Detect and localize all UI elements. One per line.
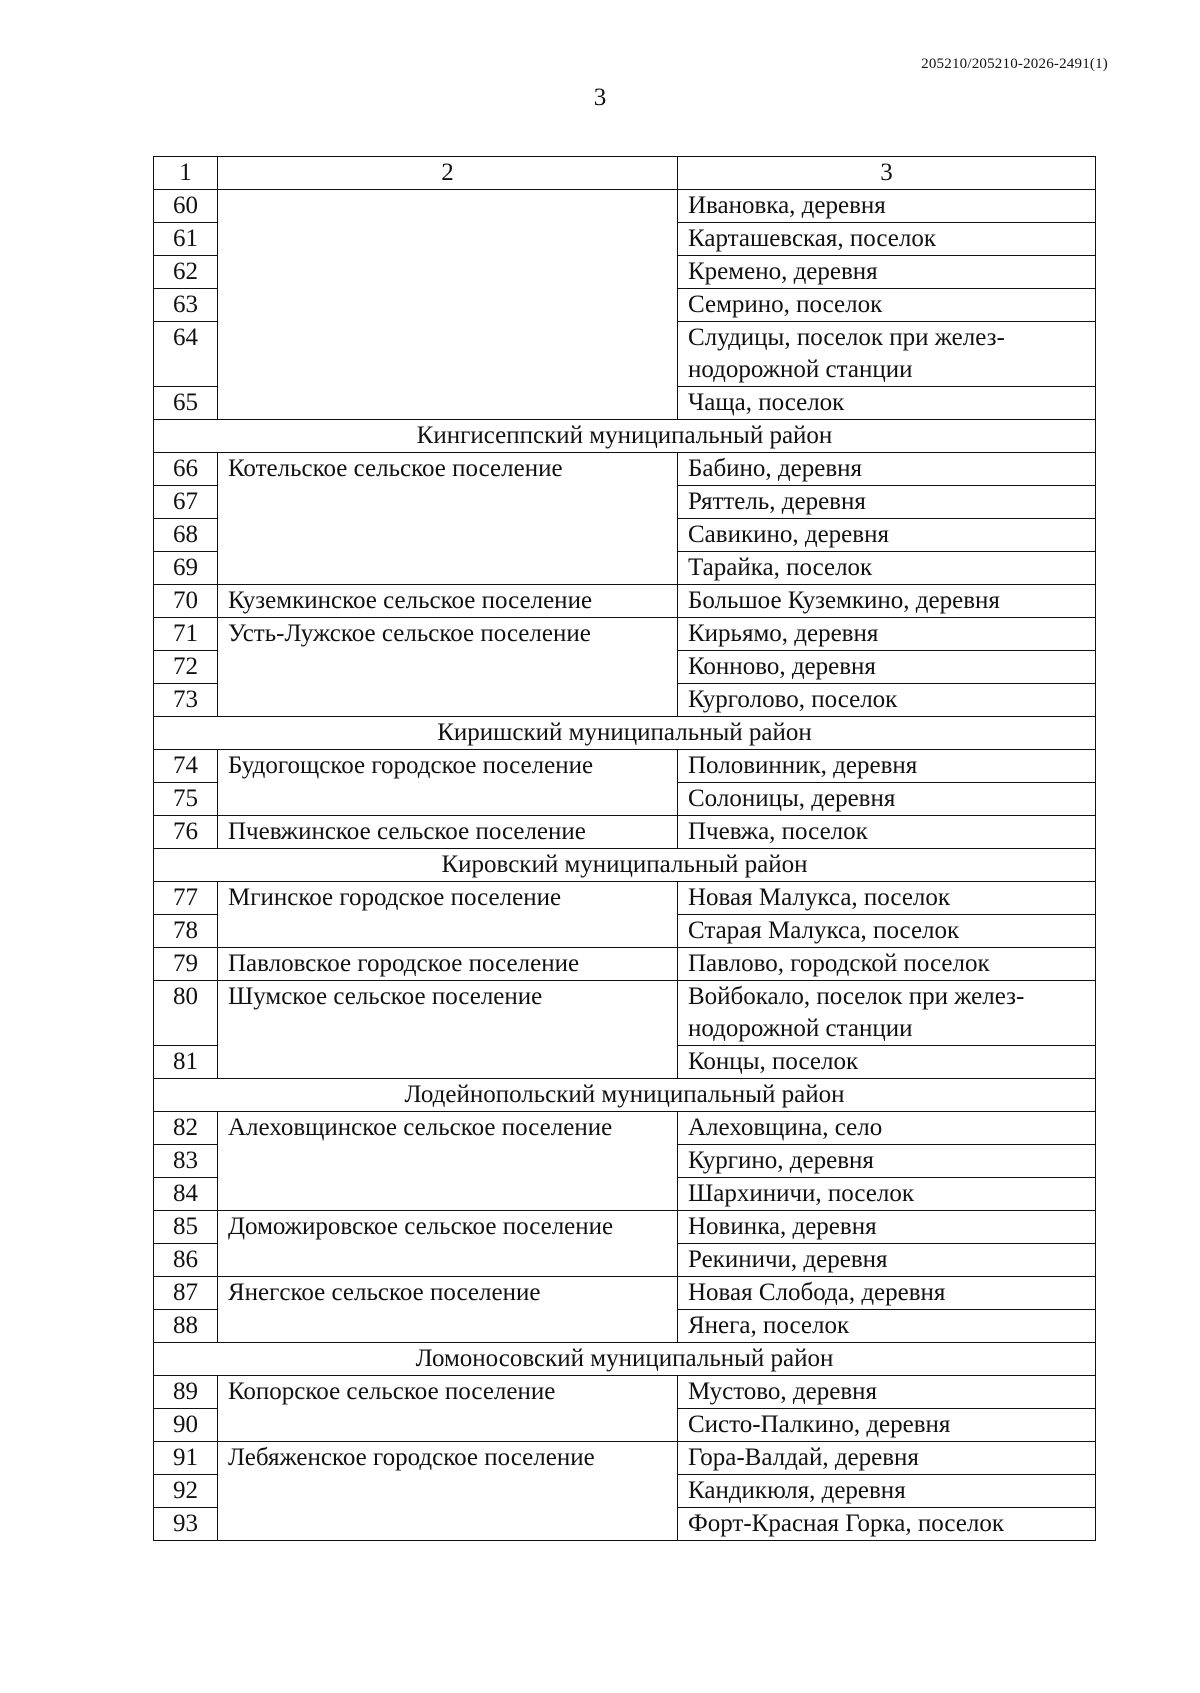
row-number: 66 (154, 453, 218, 486)
locality-name: Конново, деревня (678, 651, 1096, 684)
district-name: Ломоносовский муниципальный район (154, 1343, 1096, 1376)
row-number: 71 (154, 618, 218, 651)
district-row (154, 1343, 1096, 1376)
row-number: 91 (154, 1442, 218, 1475)
locality-name: Чаща, поселок (678, 387, 1096, 420)
district-name: Киришский муниципальный район (154, 717, 1096, 750)
settlement-name: Янегское сельское поселение (218, 1277, 678, 1343)
district-name: Лодейнопольский муниципальный район (154, 1079, 1096, 1112)
row-number: 60 (154, 190, 218, 223)
table-row (154, 1211, 1096, 1244)
locality-name: Карташевская, поселок (678, 223, 1096, 256)
locality-name: Новая Слобода, деревня (678, 1277, 1096, 1310)
row-number: 87 (154, 1277, 218, 1310)
row-number: 84 (154, 1178, 218, 1211)
document-code: 205210/205210-2026-2491(1) (921, 56, 1108, 72)
locality-name: Семрино, поселок (678, 289, 1096, 322)
table-row (154, 453, 1096, 486)
locality-name: Новая Малукса, поселок (678, 882, 1096, 915)
district-row (154, 849, 1096, 882)
locality-name: Рекиничи, деревня (678, 1244, 1096, 1277)
locality-name: Пчевжа, поселок (678, 816, 1096, 849)
locality-name: Кандикюля, деревня (678, 1475, 1096, 1508)
table-row (154, 882, 1096, 915)
table-row (154, 816, 1096, 849)
row-number: 78 (154, 915, 218, 948)
settlements-table (153, 156, 1096, 1541)
table-row (154, 1112, 1096, 1145)
locality-name: Алеховщина, село (678, 1112, 1096, 1145)
locality-name: Большое Куземкино, деревня (678, 585, 1096, 618)
row-number: 61 (154, 223, 218, 256)
table-header-row (154, 157, 1096, 190)
column-header-3: 3 (678, 157, 1096, 190)
settlement-name: Будогощское городское поселение (218, 750, 678, 816)
locality-name: Систо-Палкино, деревня (678, 1409, 1096, 1442)
locality-name: Концы, поселок (678, 1046, 1096, 1079)
locality-name: Тарайка, поселок (678, 552, 1096, 585)
row-number: 73 (154, 684, 218, 717)
locality-name: Половинник, деревня (678, 750, 1096, 783)
locality-name: Ряттель, деревня (678, 486, 1096, 519)
row-number: 86 (154, 1244, 218, 1277)
row-number: 82 (154, 1112, 218, 1145)
locality-name: Гора-Валдай, деревня (678, 1442, 1096, 1475)
row-number: 65 (154, 387, 218, 420)
district-name: Кировский муниципальный район (154, 849, 1096, 882)
row-number: 75 (154, 783, 218, 816)
district-row (154, 1079, 1096, 1112)
table-row (154, 585, 1096, 618)
table-row (154, 1277, 1096, 1310)
settlement-name: Алеховщинское сельское поселение (218, 1112, 678, 1211)
locality-name: Янега, поселок (678, 1310, 1096, 1343)
table-row (154, 190, 1096, 223)
column-header-1: 1 (154, 157, 218, 190)
settlement-name: Доможировское сельское поселение (218, 1211, 678, 1277)
locality-name: Кирьямо, деревня (678, 618, 1096, 651)
row-number: 77 (154, 882, 218, 915)
locality-name: Павлово, городской поселок (678, 948, 1096, 981)
district-name: Кингисеппский муниципальный район (154, 420, 1096, 453)
table-row (154, 981, 1096, 1046)
settlement-name: Усть-Лужское сельское поселение (218, 618, 678, 717)
district-row (154, 420, 1096, 453)
column-header-2: 2 (218, 157, 678, 190)
locality-name: Курголово, поселок (678, 684, 1096, 717)
settlement-name: Куземкинское сельское поселение (218, 585, 678, 618)
row-number: 64 (154, 322, 218, 387)
settlement-name: Пчевжинское сельское поселение (218, 816, 678, 849)
page-number: 3 (593, 84, 607, 111)
row-number: 80 (154, 981, 218, 1046)
row-number: 76 (154, 816, 218, 849)
settlement-name: Павловское городское поселение (218, 948, 678, 981)
locality-name: Новинка, деревня (678, 1211, 1096, 1244)
row-number: 67 (154, 486, 218, 519)
row-number: 85 (154, 1211, 218, 1244)
locality-name: Савикино, деревня (678, 519, 1096, 552)
locality-name: Мустово, деревня (678, 1376, 1096, 1409)
row-number: 68 (154, 519, 218, 552)
table-row (154, 618, 1096, 651)
table-row (154, 1442, 1096, 1475)
table-row (154, 948, 1096, 981)
locality-name: Кургино, деревня (678, 1145, 1096, 1178)
row-number: 81 (154, 1046, 218, 1079)
settlement-name: Шумское сельское поселение (218, 981, 678, 1079)
row-number: 72 (154, 651, 218, 684)
locality-name: Шархиничи, поселок (678, 1178, 1096, 1211)
locality-name: Солоницы, деревня (678, 783, 1096, 816)
settlement-name (218, 190, 678, 420)
row-number: 74 (154, 750, 218, 783)
row-number: 90 (154, 1409, 218, 1442)
row-number: 83 (154, 1145, 218, 1178)
row-number: 69 (154, 552, 218, 585)
row-number: 70 (154, 585, 218, 618)
locality-name: Бабино, деревня (678, 453, 1096, 486)
locality-name: Слудицы, поселок при желез-нодорожной станции (678, 322, 1096, 387)
row-number: 88 (154, 1310, 218, 1343)
row-number: 63 (154, 289, 218, 322)
row-number: 89 (154, 1376, 218, 1409)
row-number: 62 (154, 256, 218, 289)
locality-name: Войбокало, поселок при желез-нодорожной станции (678, 981, 1096, 1046)
table-row (154, 750, 1096, 783)
settlement-name: Копорское сельское поселение (218, 1376, 678, 1442)
settlement-name: Котельское сельское поселение (218, 453, 678, 585)
locality-name: Ивановка, деревня (678, 190, 1096, 223)
locality-name: Кремено, деревня (678, 256, 1096, 289)
table-row (154, 1376, 1096, 1409)
row-number: 92 (154, 1475, 218, 1508)
row-number: 93 (154, 1508, 218, 1541)
settlement-name: Лебяженское городское поселение (218, 1442, 678, 1541)
row-number: 79 (154, 948, 218, 981)
settlement-name: Мгинское городское поселение (218, 882, 678, 948)
locality-name: Старая Малукса, поселок (678, 915, 1096, 948)
locality-name: Форт-Красная Горка, поселок (678, 1508, 1096, 1541)
district-row (154, 717, 1096, 750)
